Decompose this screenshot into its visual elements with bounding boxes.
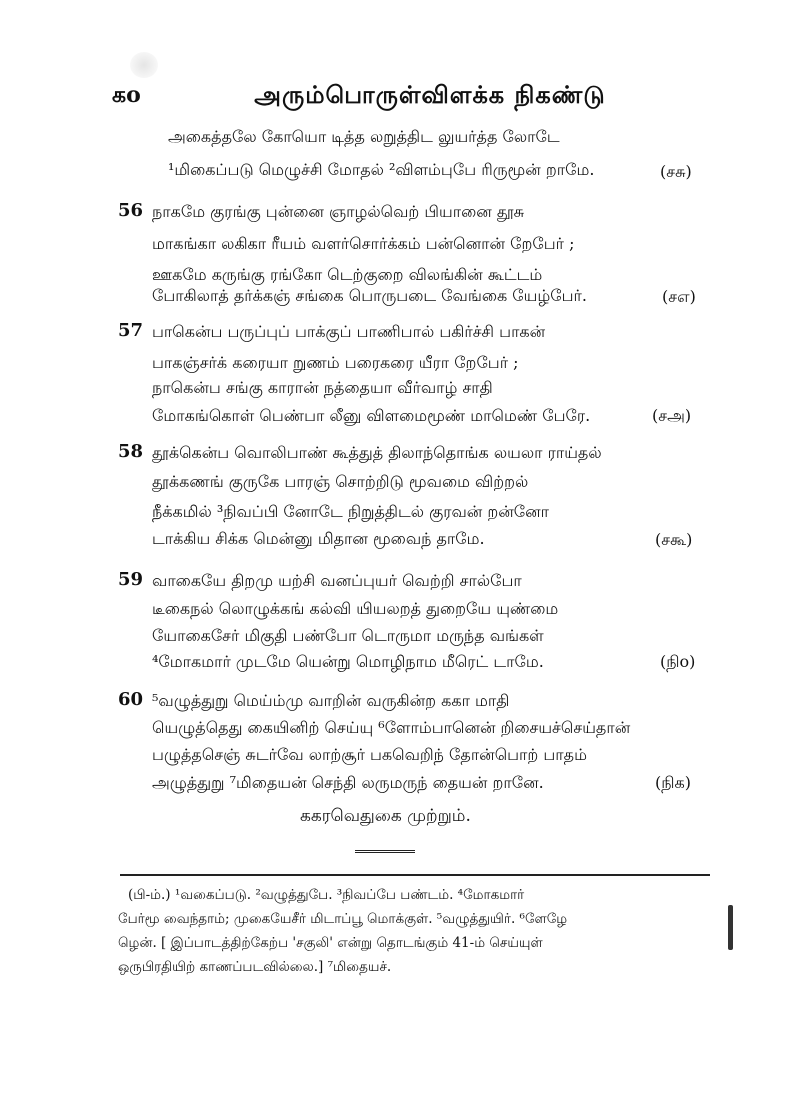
footnote-line: (பி-ம்.) ¹வகைப்படு. ²வழுத்துபே. ³நிவப்பே பண்டம். ⁴மோகமார் (128, 887, 525, 903)
section-end-title: ககரவெதுகை முற்றும். (300, 806, 471, 826)
verse-line: மாகங்கா லகிகா ரீயம் வளர்சொர்க்கம் பன்னொன் றேபேர் ; (152, 234, 575, 253)
paper-smudge (130, 52, 158, 78)
verse-line: அகைத்தலே கோயொ டித்த லறுத்திட லுயர்த்த லோடே (168, 127, 560, 146)
verse-line: ஊகமே கருங்கு ரங்கோ டெற்குறை விலங்கின் கூட்டம் (152, 265, 543, 284)
verse-line: போகிலாத் தர்க்கஞ் சங்கை பொருபடை வேங்கை யேழ்பேர். (152, 286, 587, 305)
verse-number: 59 (118, 569, 144, 590)
running-title: அரும்பொருள்விளக்க நிகண்டு (254, 80, 606, 109)
page-edge-mark (728, 905, 733, 950)
verse-end-number: (சசு) (660, 162, 692, 181)
verse-line: டீகைநல் லொழுக்கங் கல்வி யியலறத் துறையே யுண்மை (152, 599, 559, 618)
ornament-rule (355, 850, 415, 853)
verse-line: ⁴மோகமார் முடமே யென்று மொழிநாம மீரெட் டாமே. (152, 652, 544, 671)
verse-line: பாகஞ்சர்க் கரையா றுணம் பரைகரை யீரா றேபேர் ; (152, 353, 519, 372)
verse-number: 60 (118, 689, 144, 710)
verse-number: 56 (118, 200, 144, 221)
verse-line: டாக்கிய சிக்க மென்னு மிதான மூவைந் தாமே. (152, 529, 485, 548)
verse-number: 58 (118, 441, 144, 462)
verse-line: யோகைசேர் மிகுதி பண்போ டொருமா மருந்த வங்கள் (152, 626, 544, 645)
verse-end-number: (சஅ) (652, 406, 692, 425)
verse-end-number: (நிக) (655, 773, 691, 792)
footnote-line: ஒருபிரதியிற் காணப்படவில்லை.] ⁷மிதையச். (118, 959, 392, 975)
footnote-rule (120, 874, 710, 876)
verse-number: 57 (118, 320, 144, 341)
verse-line: ¹மிகைப்படு மெழுச்சி மோதல் ²விளம்புபே ரிருமூன் றாமே. (168, 160, 595, 179)
verse-end-number: (சஎ) (662, 287, 696, 306)
verse-line: நீக்கமில் ³நிவப்பி னோடே நிறுத்திடல் குரவன் றன்னோ (152, 502, 550, 521)
verse-line: யெழுத்தெது கையினிற் செய்யு ⁶ளோம்பானென் றிசையச்செய்தான் (152, 718, 631, 737)
verse-end-number: (நிo) (660, 652, 696, 671)
verse-line: தூக்கணங் குருகே பாரஞ் சொற்றிடு மூவமை விற்றல் (152, 472, 529, 491)
verse-line: நாகென்ப சங்கு காரான் நத்தையா வீர்வாழ் சாதி (152, 378, 493, 397)
verse-line: அழுத்துறு ⁷மிதையன் செந்தி லருமருந் தையன் றானே. (152, 773, 544, 792)
verse-line: நாகமே குரங்கு புன்னை ஞாழல்வெற் பியானை தூசு (152, 202, 525, 221)
verse-line: ⁵வழுத்துறு மெய்ம்மு வாறின் வருகின்ற ககா மாதி (152, 691, 510, 710)
verse-line: பழுத்தசெஞ் சுடர்வே லாற்சூர் பகவெறிந் தோன்பொற் பாதம் (152, 745, 587, 764)
verse-line: பாகென்ப பருப்புப் பாக்குப் பாணிபால் பகிர்ச்சி பாகன் (152, 322, 546, 341)
verse-line: தூக்கென்ப வொலிபாண் கூத்துத் திலாந்தொங்க லயலா ராய்தல் (152, 443, 602, 462)
verse-line: வாகையே திறமு யற்சி வனப்புயர் வெற்றி சால்போ (152, 571, 522, 590)
page-number: கo (112, 82, 141, 108)
footnote-line: பேர்மூ வைந்தாம்; முகையேசீர் மிடாப்பூ மொக்குள். ⁵வழுத்துயிர். ⁶ளேழே (118, 911, 568, 927)
verse-end-number: (சகூ) (655, 530, 693, 549)
verse-line: மோகங்கொள் பெண்பா லீனு விளமைமூண் மாமெண் பேரே. (152, 406, 591, 425)
footnote-line: ழென். [ இப்பாடத்திற்கேற்ப 'சகுலி' என்று தொடங்கும் 41-ம் செய்யுள் (118, 935, 543, 951)
